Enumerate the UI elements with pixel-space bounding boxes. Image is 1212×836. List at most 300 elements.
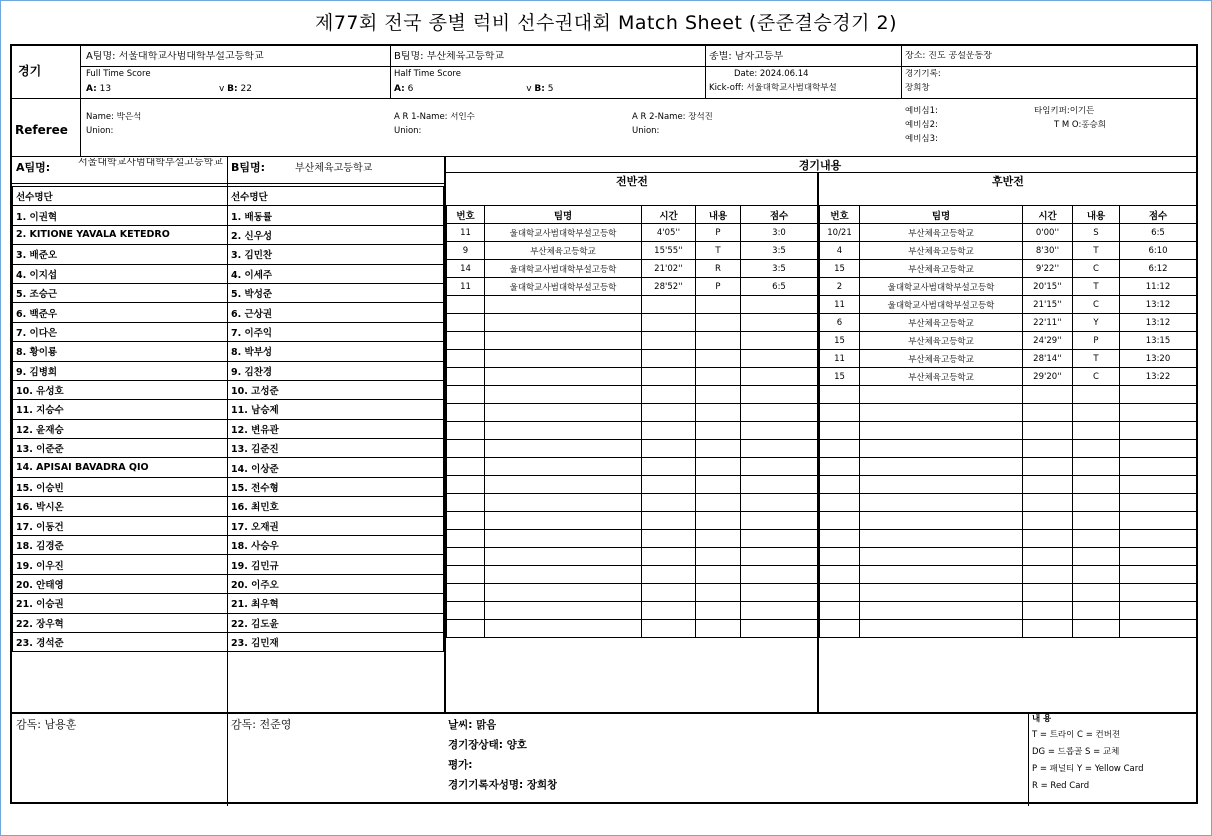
- event-row: [820, 512, 1197, 530]
- event-type: C: [1073, 296, 1120, 314]
- empty-cell: [642, 296, 696, 314]
- event-team: 울대학교사범대학부설고등학: [485, 278, 642, 296]
- empty-cell: [696, 440, 741, 458]
- empty-cell: [485, 494, 642, 512]
- event-score: 13:12: [1120, 314, 1197, 332]
- empty-cell: [447, 548, 485, 566]
- event-team: 부산체육고등학교: [485, 242, 642, 260]
- empty-cell: [696, 548, 741, 566]
- empty-cell: [447, 350, 485, 368]
- reserve-2: 예비심2:: [905, 120, 938, 130]
- empty-cell: [741, 440, 818, 458]
- event-row: [447, 242, 818, 260]
- roster-player: 4. 이세주: [228, 264, 444, 283]
- empty-cell: [820, 512, 860, 530]
- roster-player: 1. 이권혁: [13, 206, 228, 225]
- event-team: 울대학교사범대학부설고등학: [860, 296, 1023, 314]
- roster-player: 20. 안태영: [13, 574, 228, 593]
- event-row: [447, 296, 818, 314]
- roster-player: 22. 김도윤: [228, 613, 444, 632]
- empty-cell: [820, 620, 860, 638]
- empty-cell: [1023, 404, 1073, 422]
- empty-cell: [1120, 386, 1197, 404]
- roster-player: 11. 남승제: [228, 400, 444, 419]
- empty-cell: [1073, 422, 1120, 440]
- event-score: 13:15: [1120, 332, 1197, 350]
- empty-cell: [1023, 584, 1073, 602]
- events-title: 경기내용: [798, 159, 842, 172]
- empty-cell: [642, 530, 696, 548]
- half-time-score: A: 6 v B: 5: [394, 84, 554, 94]
- empty-cell: [1073, 530, 1120, 548]
- event-type: R: [696, 260, 741, 278]
- event-row: [447, 602, 818, 620]
- empty-cell: [741, 314, 818, 332]
- event-row: [447, 422, 818, 440]
- empty-cell: [485, 584, 642, 602]
- event-score: 6:10: [1120, 242, 1197, 260]
- empty-cell: [447, 440, 485, 458]
- event-time: 4'05'': [642, 224, 696, 242]
- division: 종별: 남자고등부: [709, 51, 784, 62]
- roster-player: 12. 변유관: [228, 419, 444, 438]
- event-row: [820, 476, 1197, 494]
- event-row: [447, 350, 818, 368]
- pitch-condition: 경기장상태: 양호: [448, 739, 527, 751]
- empty-cell: [642, 386, 696, 404]
- empty-cell: [447, 584, 485, 602]
- event-row: [447, 224, 818, 242]
- empty-cell: [860, 620, 1023, 638]
- roster-player: 5. 박성준: [228, 283, 444, 302]
- empty-cell: [741, 530, 818, 548]
- roster-col-header: 선수명단: [13, 187, 228, 206]
- empty-cell: [820, 404, 860, 422]
- event-number: 15: [820, 260, 860, 278]
- roster-b-table: [227, 186, 444, 652]
- empty-cell: [485, 314, 642, 332]
- roster-player: 9. 김병희: [13, 361, 228, 380]
- empty-cell: [820, 530, 860, 548]
- roster-col-header: 선수명단: [228, 187, 444, 206]
- roster-player: 17. 이동건: [13, 516, 228, 535]
- empty-cell: [741, 512, 818, 530]
- empty-cell: [1023, 530, 1073, 548]
- empty-cell: [485, 440, 642, 458]
- weather: 날씨: 맑음: [448, 719, 497, 731]
- event-type: P: [696, 224, 741, 242]
- event-score: 6:5: [741, 278, 818, 296]
- event-team: 부산체육고등학교: [860, 368, 1023, 386]
- event-score: 11:12: [1120, 278, 1197, 296]
- empty-cell: [741, 368, 818, 386]
- event-number: 10/21: [820, 224, 860, 242]
- roster-player: 8. 박부성: [228, 342, 444, 361]
- event-row: [820, 350, 1197, 368]
- empty-cell: [447, 404, 485, 422]
- empty-cell: [642, 350, 696, 368]
- event-type: Y: [1073, 314, 1120, 332]
- empty-cell: [642, 548, 696, 566]
- event-row: [447, 386, 818, 404]
- header-event-score: 점수: [1120, 206, 1197, 224]
- roster-player: 16. 박시온: [13, 497, 228, 516]
- event-time: 20'15'': [1023, 278, 1073, 296]
- empty-cell: [696, 458, 741, 476]
- roster-player: 15. 이승빈: [13, 477, 228, 496]
- empty-cell: [741, 422, 818, 440]
- empty-cell: [1073, 512, 1120, 530]
- event-number: 15: [820, 332, 860, 350]
- roster-player: 18. 사승우: [228, 536, 444, 555]
- empty-cell: [485, 566, 642, 584]
- roster-player: 19. 이우진: [13, 555, 228, 574]
- roster-player: 21. 이승권: [13, 594, 228, 613]
- empty-cell: [642, 332, 696, 350]
- event-row: [447, 494, 818, 512]
- event-row: [820, 530, 1197, 548]
- empty-cell: [741, 350, 818, 368]
- event-number: 11: [447, 224, 485, 242]
- empty-cell: [696, 332, 741, 350]
- event-score: 6:5: [1120, 224, 1197, 242]
- event-number: 11: [820, 350, 860, 368]
- legend-line-4: R = Red Card: [1032, 781, 1090, 791]
- empty-cell: [485, 458, 642, 476]
- empty-cell: [447, 494, 485, 512]
- legend-line-2: DG = 드롭골 S = 교체: [1032, 747, 1120, 757]
- header-event-type: 내용: [696, 206, 741, 224]
- second-half-table: [819, 205, 1197, 638]
- header-event-team: 팀명: [485, 206, 642, 224]
- empty-cell: [1073, 584, 1120, 602]
- roster-player: 21. 최우혁: [228, 594, 444, 613]
- empty-cell: [485, 620, 642, 638]
- event-team: 울대학교사범대학부설고등학: [485, 260, 642, 278]
- header-event-team: 팀명: [860, 206, 1023, 224]
- empty-cell: [860, 386, 1023, 404]
- empty-cell: [485, 476, 642, 494]
- event-type: T: [1073, 242, 1120, 260]
- event-number: 11: [447, 278, 485, 296]
- event-number: 14: [447, 260, 485, 278]
- event-time: 21'02'': [642, 260, 696, 278]
- event-row: [447, 278, 818, 296]
- roster-player: 10. 유성호: [13, 380, 228, 399]
- roster-player: 20. 이주오: [228, 574, 444, 593]
- empty-cell: [860, 566, 1023, 584]
- roster-player: 19. 김민규: [228, 555, 444, 574]
- empty-cell: [642, 512, 696, 530]
- event-row: [820, 242, 1197, 260]
- event-team: 부산체육고등학교: [860, 224, 1023, 242]
- empty-cell: [1023, 458, 1073, 476]
- event-team: 부산체육고등학교: [860, 260, 1023, 278]
- empty-cell: [1073, 548, 1120, 566]
- empty-cell: [1120, 512, 1197, 530]
- roster-player: 15. 전수형: [228, 477, 444, 496]
- empty-cell: [1023, 494, 1073, 512]
- roster-player: 5. 조승근: [13, 283, 228, 302]
- empty-cell: [860, 584, 1023, 602]
- empty-cell: [485, 602, 642, 620]
- empty-cell: [447, 314, 485, 332]
- page-title: 제77회 전국 종별 럭비 선수권대회 Match Sheet (준준결승경기 2): [314, 12, 898, 34]
- roster-player: 7. 이다은: [13, 322, 228, 341]
- event-score: 13:22: [1120, 368, 1197, 386]
- empty-cell: [1023, 602, 1073, 620]
- empty-cell: [447, 566, 485, 584]
- event-number: 9: [447, 242, 485, 260]
- event-row: [820, 494, 1197, 512]
- referee-name: Name: 박은석: [86, 112, 142, 122]
- roster-player: 13. 이준준: [13, 439, 228, 458]
- event-type: S: [1073, 224, 1120, 242]
- empty-cell: [696, 512, 741, 530]
- empty-cell: [642, 566, 696, 584]
- empty-cell: [1073, 620, 1120, 638]
- empty-cell: [860, 548, 1023, 566]
- empty-cell: [1073, 494, 1120, 512]
- empty-cell: [741, 296, 818, 314]
- ar1-name: A R 1-Name: 서인수: [394, 112, 475, 122]
- header-event-time: 시간: [642, 206, 696, 224]
- empty-cell: [696, 296, 741, 314]
- referee-label: Referee: [15, 123, 68, 137]
- empty-cell: [820, 386, 860, 404]
- evaluation: 평가:: [448, 759, 473, 771]
- empty-cell: [820, 476, 860, 494]
- event-row: [447, 404, 818, 422]
- empty-cell: [741, 404, 818, 422]
- roster-player: 13. 김준진: [228, 439, 444, 458]
- event-type: P: [696, 278, 741, 296]
- event-row: [820, 386, 1197, 404]
- roster-player: 7. 이주익: [228, 322, 444, 341]
- empty-cell: [1073, 386, 1120, 404]
- ar2-union: Union:: [632, 126, 660, 136]
- empty-cell: [1073, 404, 1120, 422]
- empty-cell: [642, 458, 696, 476]
- empty-cell: [860, 602, 1023, 620]
- reserve-3: 예비심3:: [905, 134, 938, 144]
- match-sheet: [10, 44, 1198, 804]
- legend-line-1: T = 트라이 C = 컨버젼: [1032, 730, 1121, 740]
- empty-cell: [1023, 566, 1073, 584]
- empty-cell: [741, 584, 818, 602]
- event-score: 3:0: [741, 224, 818, 242]
- empty-cell: [696, 494, 741, 512]
- recorder-name: 장희창: [905, 83, 930, 93]
- coach-b: 감독: 전준영: [231, 718, 292, 731]
- event-row: [820, 368, 1197, 386]
- event-type: C: [1073, 260, 1120, 278]
- empty-cell: [447, 620, 485, 638]
- roster-player: 2. KITIONE YAVALA KETEDRO: [13, 225, 228, 244]
- empty-cell: [447, 530, 485, 548]
- timekeeper: 타임키퍼:이기든: [1034, 106, 1095, 116]
- empty-cell: [1120, 602, 1197, 620]
- event-row: [820, 314, 1197, 332]
- empty-cell: [860, 494, 1023, 512]
- empty-cell: [696, 368, 741, 386]
- first-half-table: [446, 205, 818, 638]
- event-row: [820, 584, 1197, 602]
- event-row: [447, 530, 818, 548]
- roster-a-table: [12, 186, 228, 652]
- empty-cell: [447, 332, 485, 350]
- event-team: 부산체육고등학교: [860, 314, 1023, 332]
- empty-cell: [642, 584, 696, 602]
- empty-cell: [1120, 476, 1197, 494]
- event-score: 13:20: [1120, 350, 1197, 368]
- empty-cell: [1073, 476, 1120, 494]
- empty-cell: [820, 584, 860, 602]
- event-time: 0'00'': [1023, 224, 1073, 242]
- roster-player: 4. 이지섭: [13, 264, 228, 283]
- full-time-label: Full Time Score: [86, 69, 151, 79]
- empty-cell: [642, 404, 696, 422]
- event-score: 13:12: [1120, 296, 1197, 314]
- empty-cell: [485, 530, 642, 548]
- empty-cell: [820, 458, 860, 476]
- roster-player: 2. 신우성: [228, 225, 444, 244]
- empty-cell: [485, 422, 642, 440]
- empty-cell: [1073, 458, 1120, 476]
- event-team: 울대학교사범대학부설고등학: [860, 278, 1023, 296]
- event-row: [820, 224, 1197, 242]
- empty-cell: [696, 602, 741, 620]
- legend-title: 내 용: [1032, 714, 1052, 724]
- event-number: 15: [820, 368, 860, 386]
- empty-cell: [1023, 620, 1073, 638]
- event-number: 11: [820, 296, 860, 314]
- event-row: [447, 314, 818, 332]
- kickoff: Kick-off: 서울대학교사범대학부설: [709, 83, 837, 93]
- empty-cell: [447, 512, 485, 530]
- full-time-score: A: 13 v B: 22: [86, 84, 252, 94]
- roster-player: 9. 김찬경: [228, 361, 444, 380]
- legend-line-3: P = 패널티 Y = Yellow Card: [1032, 764, 1144, 774]
- empty-cell: [1023, 386, 1073, 404]
- empty-cell: [741, 494, 818, 512]
- event-row: [820, 332, 1197, 350]
- empty-cell: [820, 440, 860, 458]
- empty-cell: [642, 620, 696, 638]
- event-row: [820, 566, 1197, 584]
- ar1-union: Union:: [394, 126, 422, 136]
- event-score: 3:5: [741, 260, 818, 278]
- empty-cell: [642, 476, 696, 494]
- event-team: 부산체육고등학교: [860, 242, 1023, 260]
- empty-cell: [1120, 404, 1197, 422]
- empty-cell: [1120, 422, 1197, 440]
- event-team: 울대학교사범대학부설고등학: [485, 224, 642, 242]
- empty-cell: [741, 602, 818, 620]
- event-row: [447, 548, 818, 566]
- event-type: C: [1073, 368, 1120, 386]
- roster-player: 8. 황이룡: [13, 342, 228, 361]
- event-row: [820, 602, 1197, 620]
- empty-cell: [485, 386, 642, 404]
- empty-cell: [642, 494, 696, 512]
- event-type: T: [696, 242, 741, 260]
- empty-cell: [1023, 548, 1073, 566]
- empty-cell: [860, 404, 1023, 422]
- header-event-type: 내용: [1073, 206, 1120, 224]
- empty-cell: [1073, 566, 1120, 584]
- event-row: [820, 422, 1197, 440]
- event-row: [447, 332, 818, 350]
- roster-a-team-name: 서울대학교사범대학부설고등학교: [78, 158, 223, 168]
- empty-cell: [1120, 530, 1197, 548]
- empty-cell: [447, 458, 485, 476]
- empty-cell: [1120, 458, 1197, 476]
- empty-cell: [741, 566, 818, 584]
- roster-player: 14. 이상준: [228, 458, 444, 477]
- empty-cell: [485, 296, 642, 314]
- empty-cell: [642, 440, 696, 458]
- referee-union: Union:: [86, 126, 114, 136]
- match-date: Date: 2024.06.14: [734, 69, 809, 79]
- event-team: 부산체육고등학교: [860, 350, 1023, 368]
- event-type: T: [1073, 278, 1120, 296]
- match-label: 경기: [18, 64, 42, 78]
- header-event-number: 번호: [820, 206, 860, 224]
- roster-player: 23. 김민재: [228, 632, 444, 651]
- roster-player: 18. 김경준: [13, 536, 228, 555]
- empty-cell: [696, 314, 741, 332]
- empty-cell: [447, 368, 485, 386]
- empty-cell: [485, 350, 642, 368]
- event-row: [820, 458, 1197, 476]
- header-event-time: 시간: [1023, 206, 1073, 224]
- event-time: 8'30'': [1023, 242, 1073, 260]
- empty-cell: [696, 422, 741, 440]
- event-number: 4: [820, 242, 860, 260]
- empty-cell: [696, 566, 741, 584]
- roster-b-team-name: 부산체육고등학교: [295, 163, 373, 174]
- event-row: [447, 476, 818, 494]
- empty-cell: [642, 422, 696, 440]
- event-row: [820, 548, 1197, 566]
- event-row: [447, 620, 818, 638]
- roster-player: 3. 배준오: [13, 245, 228, 264]
- event-time: 15'55'': [642, 242, 696, 260]
- first-half-title: 전반전: [616, 175, 648, 188]
- empty-cell: [485, 512, 642, 530]
- empty-cell: [642, 368, 696, 386]
- empty-cell: [1120, 494, 1197, 512]
- empty-cell: [1120, 566, 1197, 584]
- roster-player: 6. 백준우: [13, 303, 228, 322]
- event-type: P: [1073, 332, 1120, 350]
- event-time: 24'29'': [1023, 332, 1073, 350]
- header-event-score: 점수: [741, 206, 818, 224]
- event-time: 21'15'': [1023, 296, 1073, 314]
- event-time: 28'52'': [642, 278, 696, 296]
- roster-player: 22. 장우혁: [13, 613, 228, 632]
- event-row: [820, 260, 1197, 278]
- empty-cell: [820, 566, 860, 584]
- event-row: [820, 278, 1197, 296]
- empty-cell: [1120, 620, 1197, 638]
- empty-cell: [447, 602, 485, 620]
- empty-cell: [820, 602, 860, 620]
- empty-cell: [860, 476, 1023, 494]
- event-row: [447, 368, 818, 386]
- event-row: [447, 440, 818, 458]
